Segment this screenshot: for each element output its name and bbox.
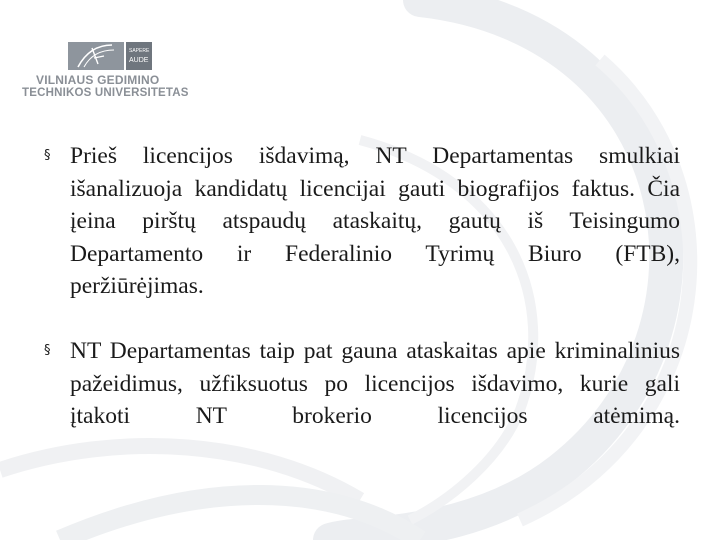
- bullet-text: NT Departamentas taip pat gauna ataskaitas apie kriminalinius pažeidimus, užfiksuotus po licencijos išdavimo, kurie gali įtakoti NT brokerio licencijos atėmimą.: [70, 338, 680, 429]
- bullet-marker-icon: §: [44, 148, 51, 163]
- bullet-text: Prieš licencijos išdavimą, NT Departamentas smulkiai išanalizuoja kandidatų licencijai gauti biografijos faktus. Čia įeina pirštų atspaudų ataskaitų, gautų iš Teisingumo Departamento ir Federalinio Tyrimų Biuro (FTB), peržiūrėjimas.: [70, 143, 680, 299]
- logo-badge-line2: AUDE: [129, 57, 149, 64]
- bullet-marker-icon: §: [44, 343, 51, 358]
- bullet-item: [40, 140, 680, 335]
- university-logo: [22, 40, 212, 100]
- logo-university-name-line2: TECHNIKOS UNIVERSITETAS: [22, 87, 189, 99]
- university-emblem-icon: [68, 42, 178, 70]
- slide-content: [40, 140, 680, 465]
- bullet-item: [40, 335, 680, 465]
- logo-university-name-line1: VILNIAUS GEDIMINO: [36, 73, 160, 87]
- logo-badge-line1: SAPERE: [129, 48, 150, 54]
